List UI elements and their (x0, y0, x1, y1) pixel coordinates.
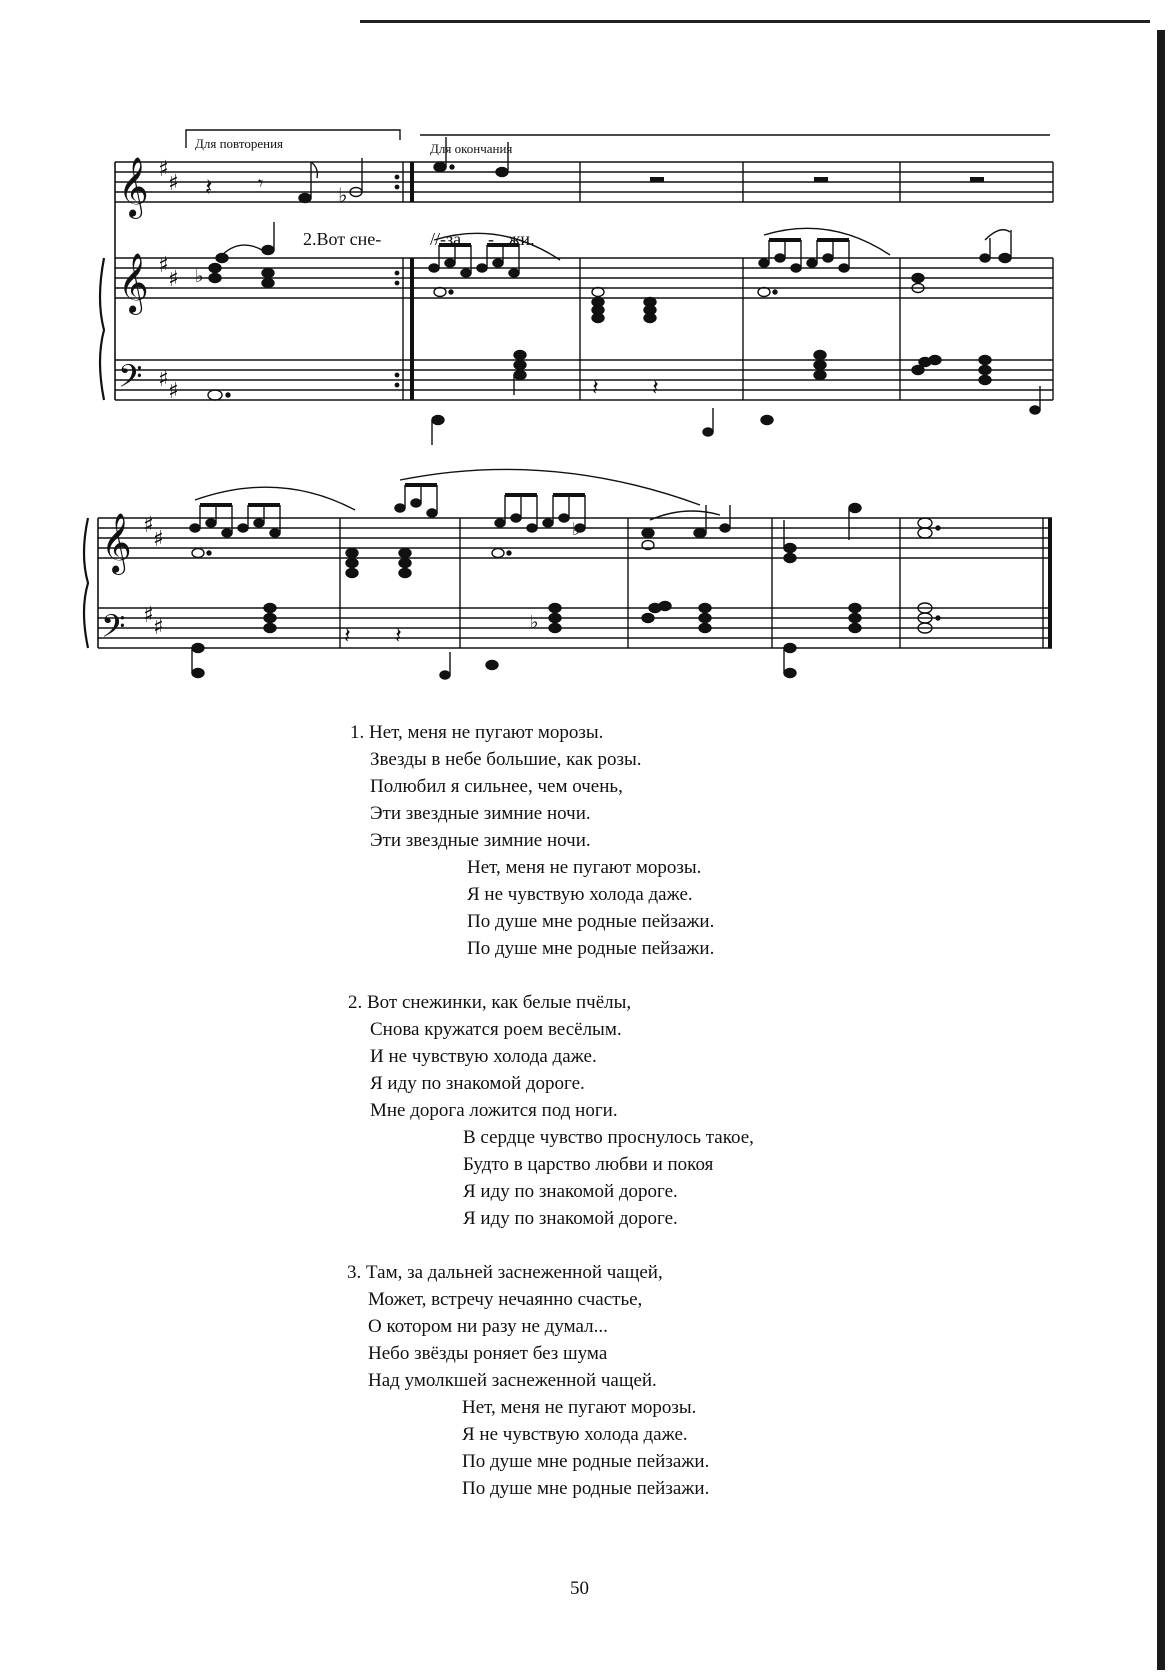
underlay-b: //-за (430, 229, 462, 249)
svg-text:𝄾: 𝄾 (258, 171, 264, 195)
verse-line: 2. Вот снежинки, как белые пчёлы, (348, 992, 632, 1013)
refrain-line: Будто в царство любви и покоя (463, 1154, 714, 1175)
svg-text:𝄢: 𝄢 (118, 358, 143, 402)
svg-text:♯: ♯ (153, 615, 164, 640)
svg-text:♭: ♭ (195, 266, 204, 286)
verse-line: И не чувствую холода даже. (370, 1046, 597, 1067)
refrain-line: По душе мне родные пейзажи. (467, 938, 715, 959)
refrain-line: По душе мне родные пейзажи. (462, 1478, 710, 1499)
svg-text:𝄞: 𝄞 (101, 513, 132, 573)
verse-line: Над умолкшей заснеженной чащей. (368, 1370, 657, 1391)
verse-line: Мне дорога ложится под ноги. (370, 1100, 618, 1121)
svg-text:𝄽: 𝄽 (395, 624, 402, 649)
verse-line: 1. Нет, меня не пугают морозы. (350, 722, 604, 743)
svg-text:𝄽: 𝄽 (592, 376, 599, 401)
refrain-line: Нет, меня не пугают морозы. (467, 857, 702, 878)
verse-line: Может, встречу нечаянно счастье, (368, 1289, 643, 1310)
svg-text:♯: ♯ (158, 157, 169, 182)
underlay-a: 2.Вот сне- (303, 229, 382, 249)
verse-line: Снова кружатся роем весёлым. (370, 1019, 622, 1040)
svg-text:♭: ♭ (530, 612, 539, 632)
refrain-line: В сердце чувство проснулось такое, (463, 1127, 754, 1148)
verse-line: Эти звездные зимние ночи. (370, 830, 591, 851)
svg-text:𝄽: 𝄽 (652, 376, 659, 401)
verse-line: Звезды в небе большие, как розы. (370, 749, 642, 770)
svg-text:♯: ♯ (143, 603, 154, 628)
volta-2-label: Для окончания (430, 141, 513, 156)
svg-text:♯: ♯ (168, 267, 179, 292)
refrain-line: Я иду по знакомой дороге. (463, 1208, 678, 1229)
verse-line: Я иду по знакомой дороге. (370, 1073, 585, 1094)
svg-text:𝄢: 𝄢 (101, 608, 126, 652)
music-score (0, 0, 1168, 700)
verse-line: Небо звёзды роняет без шума (368, 1343, 608, 1364)
svg-text:♯: ♯ (153, 527, 164, 552)
svg-text:♭: ♭ (572, 519, 581, 539)
svg-text:♯: ♯ (168, 171, 179, 196)
svg-text:♯: ♯ (158, 253, 169, 278)
page-number: 50 (570, 1578, 589, 1599)
svg-text:♭: ♭ (338, 185, 348, 207)
svg-text:𝄞: 𝄞 (118, 253, 149, 313)
verse-line: О котором ни разу не думал... (368, 1316, 608, 1337)
volta-1-label: Для повторения (195, 136, 284, 151)
svg-text:♯: ♯ (143, 513, 154, 538)
refrain-line: По душе мне родные пейзажи. (462, 1451, 710, 1472)
svg-text:𝄽: 𝄽 (344, 624, 351, 649)
refrain-line: По душе мне родные пейзажи. (467, 911, 715, 932)
svg-text:𝄽: 𝄽 (205, 173, 213, 201)
svg-text:♯: ♯ (158, 367, 169, 392)
verse-line: 3. Там, за дальней заснеженной чащей, (347, 1262, 663, 1283)
svg-text:𝄞: 𝄞 (118, 157, 149, 217)
refrain-line: Я не чувствую холода даже. (467, 884, 693, 905)
underlay-c: - (488, 229, 494, 249)
verse-line: Эти звездные зимние ночи. (370, 803, 591, 824)
refrain-line: Я иду по знакомой дороге. (463, 1181, 678, 1202)
svg-text:♯: ♯ (168, 379, 179, 404)
refrain-line: Нет, меня не пугают морозы. (462, 1397, 697, 1418)
refrain-line: Я не чувствую холода даже. (462, 1424, 688, 1445)
verse-line: Полюбил я сильнее, чем очень, (370, 776, 623, 797)
underlay-d: жи. (508, 229, 535, 249)
